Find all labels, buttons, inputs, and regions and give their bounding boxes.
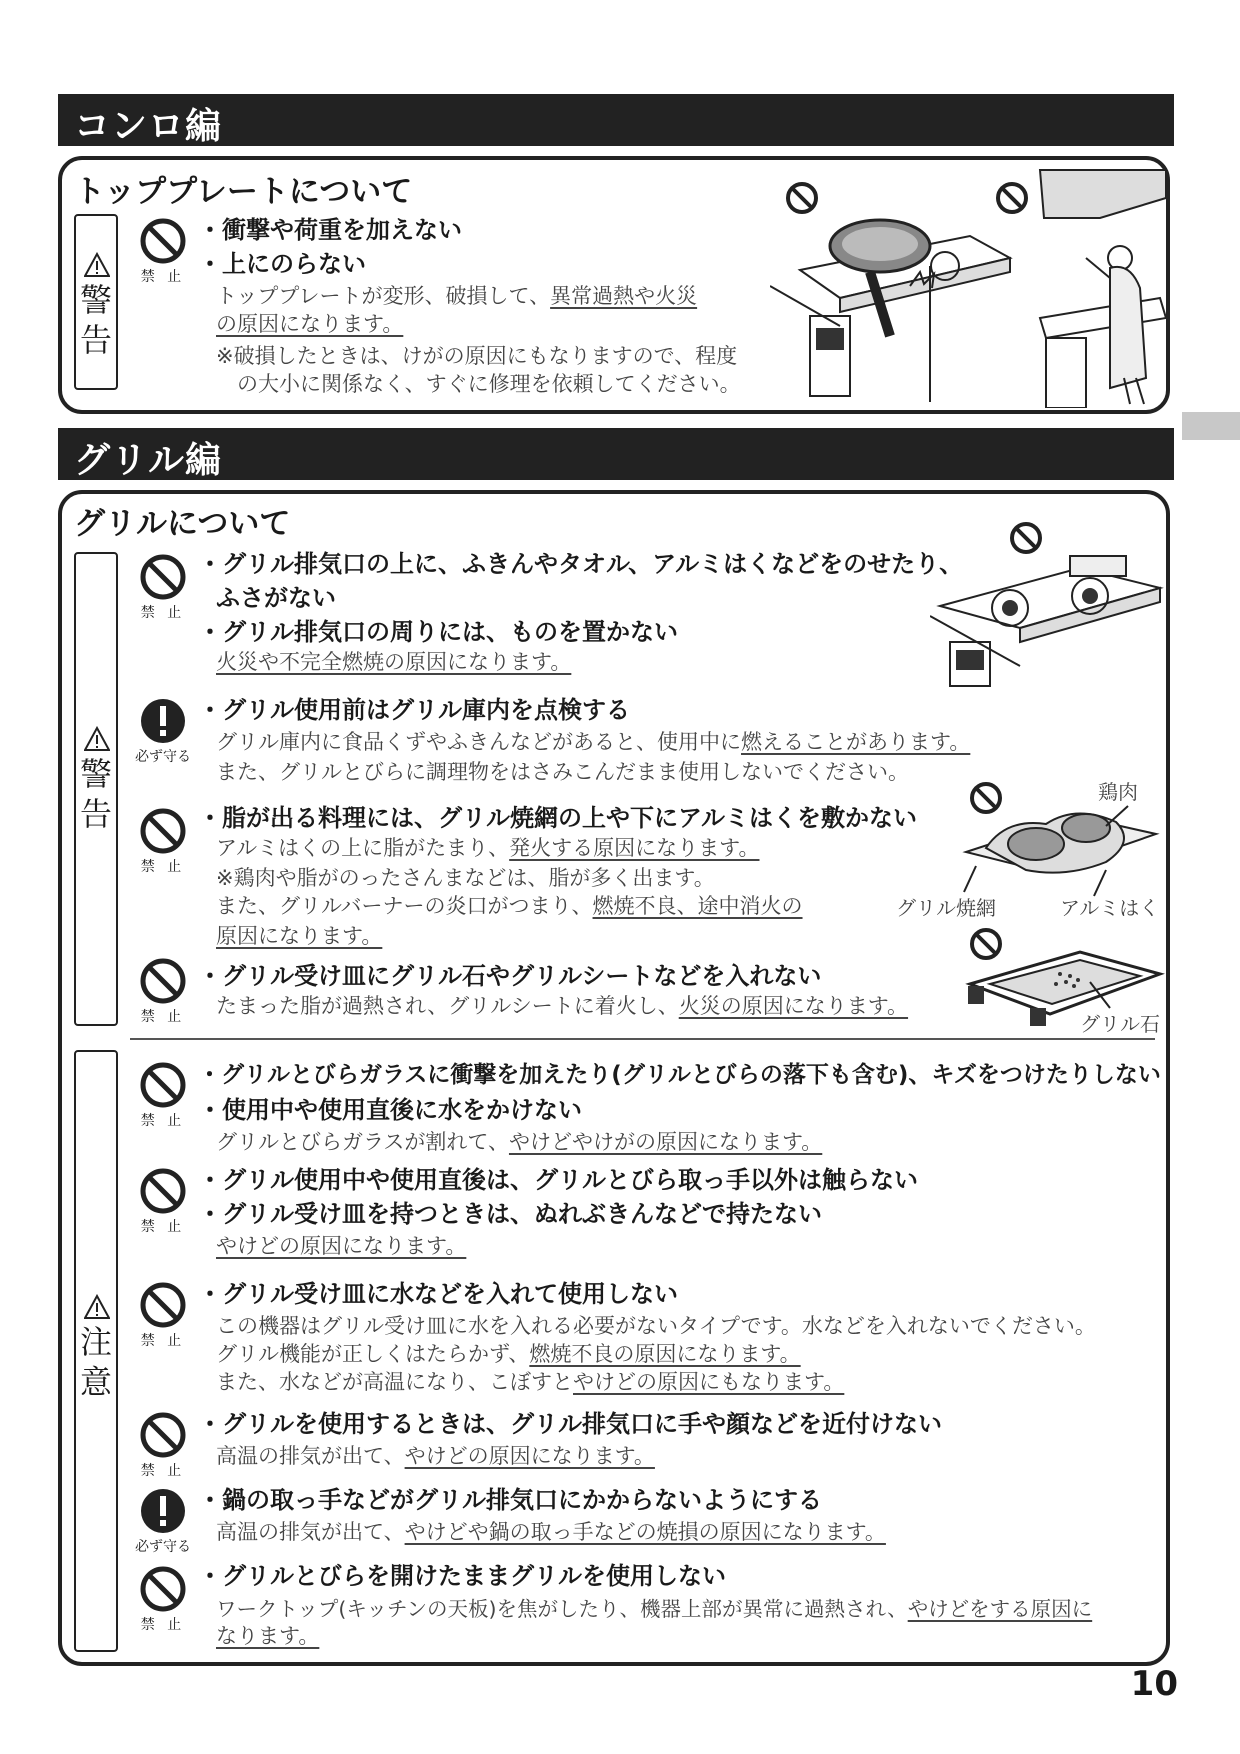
foil-label: アルミはく [1060, 896, 1160, 920]
caution-triangle-icon [84, 1294, 110, 1320]
prohibit-icon: 禁 止 [138, 1060, 188, 1130]
prohibit-icon: 禁 止 [138, 1166, 188, 1236]
grill-warn1-head1b: ふさがない [216, 584, 336, 612]
caution1-body: グリルとびらガラスが割れて、やけどやけがの原因になります。 [216, 1130, 823, 1154]
label-text: 注意 [79, 1323, 112, 1401]
grill-stone-label: グリル石 [1080, 1012, 1160, 1036]
grill-vent-illustration [930, 516, 1170, 692]
grill-warn3-body3: また、グリルバーナーの炎口がつまり、燃焼不良、途中消火の [216, 894, 803, 918]
caution4-body: 高温の排気が出て、やけどの原因になります。 [216, 1444, 655, 1468]
grill-warn4-head: ・グリル受け皿にグリル石やグリルシートなどを入れない [198, 962, 822, 990]
page-number: 10 [1130, 1664, 1178, 1704]
konro-body-2: の原因になります。 [216, 312, 404, 336]
warning-label [74, 552, 118, 1026]
grill-warn2-head: ・グリル使用前はグリル庫内を点検する [198, 696, 630, 724]
konro-head-1: ・衝撃や荷重を加えない [198, 216, 462, 244]
box-title: トッププレートについて [74, 174, 413, 210]
grill-warn2-body2: また、グリルとびらに調理物をはさみこんだまま使用しないでください。 [216, 760, 909, 784]
grill-warn4-body: たまった脂が過熱され、グリルシートに着火し、火災の原因になります。 [216, 994, 909, 1018]
section-title: コンロ編 [74, 106, 223, 147]
caution6-body2: なります。 [216, 1624, 320, 1648]
caution5-head: ・鍋の取っ手などがグリル排気口にかからないようにする [198, 1486, 822, 1514]
grill-warn1-head1: ・グリル排気口の上に、ふきんやタオル、アルミはくなどをのせたり、 [198, 550, 964, 578]
prohibit-icon: 禁 止 [138, 1280, 188, 1350]
warning-triangle-icon [84, 726, 110, 752]
prohibit-icon: 禁 止 [138, 216, 188, 286]
grill-warn3-body1: アルミはくの上に脂がたまり、発火する原因になります。 [216, 836, 760, 860]
grill-warn3-head: ・脂が出る料理には、グリル焼網の上や下にアルミはくを敷かない [198, 804, 918, 832]
must-follow-icon: 必ず守る [138, 696, 188, 766]
caution6-body1: ワークトップ(キッチンの天板)を焦がしたり、機器上部が異常に過熱され、やけどをする原因に [216, 1597, 1093, 1621]
grill-warn3-body4: 原因になります。 [216, 924, 383, 948]
caution2-head1: ・グリル使用中や使用直後は、グリルとびら取っ手以外は触らない [198, 1166, 918, 1194]
caution1-head1: ・グリルとびらガラスに衝撃を加えたり(グリルとびらの落下も含む)、キズをつけたりしない [198, 1062, 1161, 1088]
konro-note-1: ※破損したときは、けがの原因にもなりますので、程度 [216, 344, 738, 368]
caution2-body: やけどの原因になります。 [216, 1234, 467, 1258]
warning-triangle-icon [84, 252, 110, 278]
grill-warn1-head2: ・グリル排気口の周りには、ものを置かない [198, 618, 678, 646]
caution6-head: ・グリルとびらを開けたままグリルを使用しない [198, 1562, 726, 1590]
caution-label [74, 1050, 118, 1652]
caution3-body3: また、水などが高温になり、こぼすとやけどの原因にもなります。 [216, 1370, 845, 1394]
section-title: グリル編 [74, 440, 223, 481]
caution5-body: 高温の排気が出て、やけどや鍋の取っ手などの焼損の原因になります。 [216, 1520, 886, 1544]
caution3-body1: この機器はグリル受け皿に水を入れる必要がないタイプです。水などを入れないでください。 [216, 1314, 1096, 1338]
label-text: 警告 [79, 281, 112, 359]
grill-net-label: グリル焼網 [896, 896, 996, 920]
caution3-body2: グリル機能が正しくはたらかず、燃焼不良の原因になります。 [216, 1342, 801, 1366]
grill-warn1-body: 火災や不完全燃焼の原因になります。 [216, 650, 572, 674]
grill-warn2-body1: グリル庫内に食品くずやふきんなどがあると、使用中に燃えることがあります。 [216, 730, 971, 754]
konro-note-2: の大小に関係なく、すぐに修理を依頼してください。 [216, 372, 741, 396]
side-tab [1182, 412, 1240, 440]
grill-warn3-body2: ※鶏肉や脂がのったさんまなどは、脂が多く出ます。 [216, 866, 715, 890]
person-on-countertop-illustration [990, 168, 1170, 408]
caution2-head2: ・グリル受け皿を持つときは、ぬれぶきんなどで持たない [198, 1200, 822, 1228]
caution1-head2: ・使用中や使用直後に水をかけない [198, 1096, 582, 1124]
warning-label [74, 214, 118, 390]
label-text: 警告 [79, 755, 112, 833]
section-bar-konro [58, 94, 1174, 146]
prohibit-icon: 禁 止 [138, 1410, 188, 1480]
pan-on-cooktop-illustration [770, 176, 1020, 402]
prohibit-icon: 禁 止 [138, 552, 188, 622]
must-follow-icon: 必ず守る [138, 1486, 188, 1556]
caution3-head: ・グリル受け皿に水などを入れて使用しない [198, 1280, 678, 1308]
prohibit-icon: 禁 止 [138, 956, 188, 1026]
chicken-label: 鶏肉 [1098, 780, 1138, 804]
box-title: グリルについて [74, 506, 291, 542]
konro-head-2: ・上にのらない [198, 250, 366, 278]
prohibit-icon: 禁 止 [138, 1564, 188, 1634]
konro-body-1: トッププレートが変形、破損して、異常過熱や火災 [216, 284, 698, 308]
section-bar-grill [58, 428, 1174, 480]
divider [130, 1038, 1155, 1040]
prohibit-icon: 禁 止 [138, 806, 188, 876]
caution4-head: ・グリルを使用するときは、グリル排気口に手や顔などを近付けない [198, 1410, 942, 1438]
